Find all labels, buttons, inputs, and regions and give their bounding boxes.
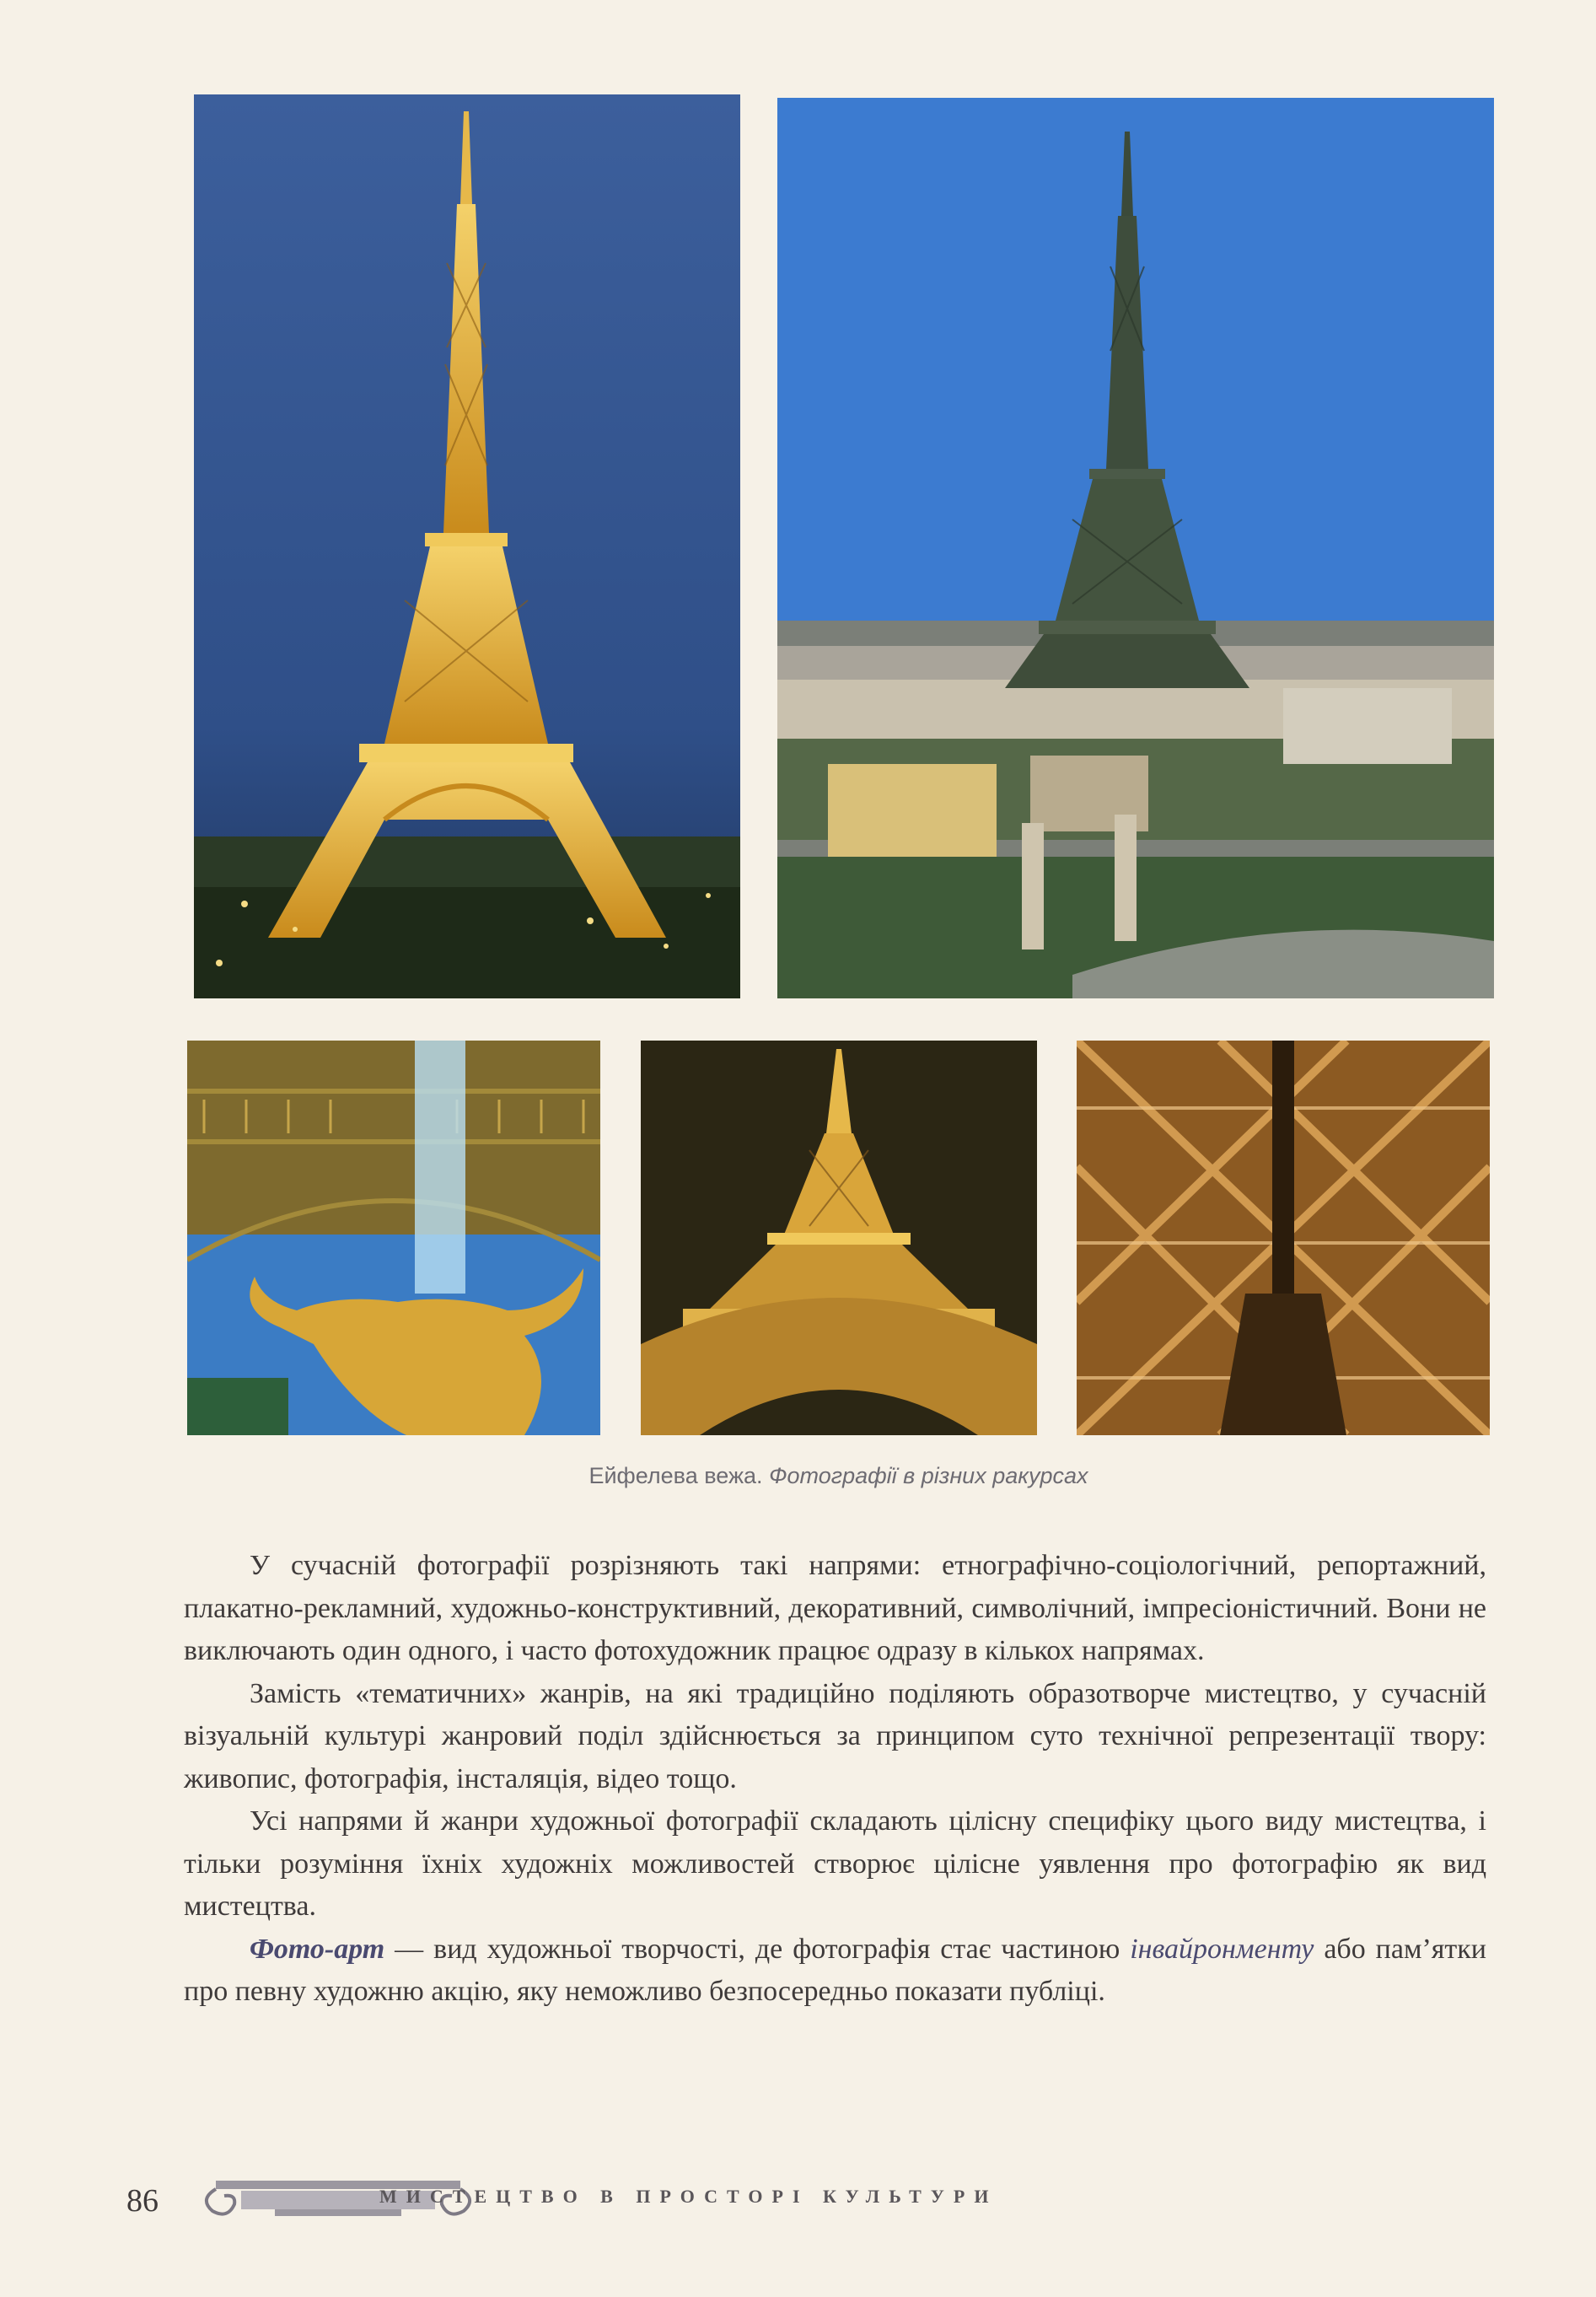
term-photo-art: Фото-арт [250, 1933, 385, 1965]
paragraph-4-text-b: або пам’ятки про певну художню акцію, яку неможливо безпосередньо показати публіці. [184, 1933, 1487, 2007]
caption-plain: Ейфелева вежа. [588, 1463, 763, 1488]
paragraph-2: Замість «тематичних» жанрів, на які традиційно поділяють образотворче мистецтво, у сучасній візуальній культурі жанровий поділ здійснюється за принципом суто технічної репрезентації твору: живопис, фотографія, інсталяція, відео тощо. [184, 1677, 1486, 1794]
paragraph-1: У сучасній фотографії розрізняють такі напрями: етнографічно-соціологічний, репортажний, плакатно-рекламний, художньо-конструктивний, декоративний, символічний, імпресіоністичний. Вони не виключають один одного, і часто фотохудожник працює одразу в кількох напрямах. [184, 1550, 1486, 1666]
eiffel-tower-night-photo [194, 94, 740, 998]
eiffel-tower-low-angle-photo [641, 1041, 1037, 1435]
body-text [184, 1545, 1486, 2014]
page-number: 86 [126, 2183, 159, 2219]
eiffel-tower-fountain-photo [187, 1041, 600, 1435]
figure-caption [187, 1463, 1490, 1489]
term-environment: інвайронменту [1130, 1933, 1314, 1965]
paragraph-4-text-a: — вид художньої творчості, де фотографія стає частиною [384, 1933, 1131, 1965]
eiffel-tower-day-photo [777, 98, 1494, 998]
page-footer [126, 2174, 1391, 2221]
paragraph-3: Усі напрями й жанри художньої фотографії складають цілісну специфіку цього виду мистецтва, і тільки розуміння їхніх художніх можливостей створює цілісне уявлення про фотографію як вид мистецтва. [184, 1805, 1486, 1922]
paragraph-4 [184, 1929, 1486, 2014]
eiffel-tower-lattice-photo [1077, 1041, 1490, 1435]
running-title: МИСТЕЦТВО В ПРОСТОРІ КУЛЬТУРИ [379, 2186, 998, 2207]
caption-italic: Фотографії в різних ракурсах [769, 1463, 1088, 1488]
